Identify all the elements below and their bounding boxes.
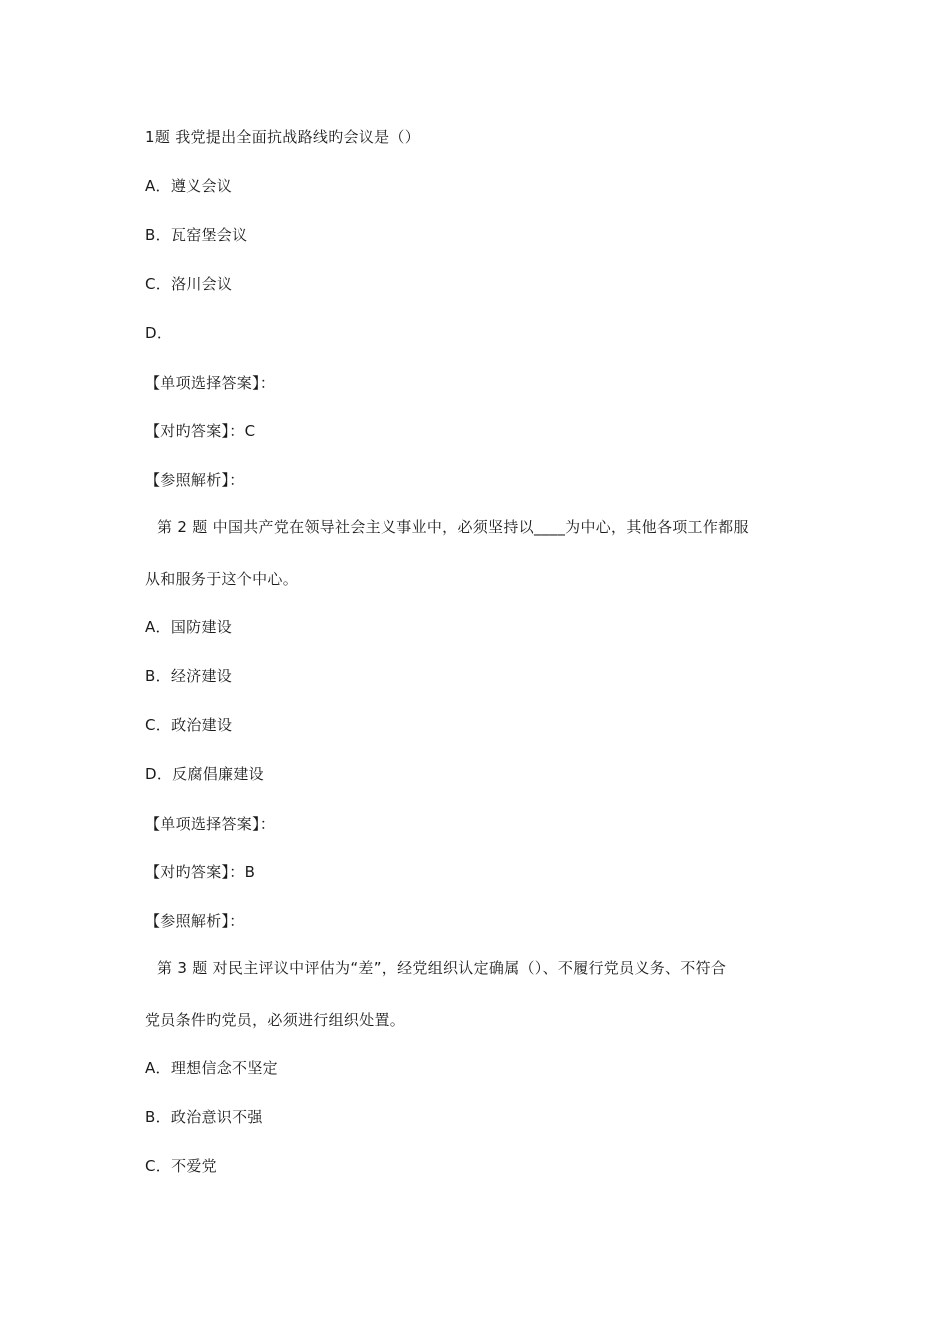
question-2-option-d: D．反腐倡廉建设 — [145, 765, 264, 783]
question-1-answer-type: 【单项选择答案】： — [145, 374, 276, 392]
question-3-stem: 第 3 题 对民主评议中评估为“差”，经党组织认定确属（）、不履行党员义务、不符合 — [157, 959, 727, 977]
question-1-option-d: D． — [145, 324, 173, 342]
question-2-option-c: C．政治建设 — [145, 716, 233, 734]
question-3-option-c: C．不爱党 — [145, 1157, 217, 1175]
question-2-option-a: A．国防建设 — [145, 618, 233, 636]
question-3-option-b: B．政治意识不强 — [145, 1108, 263, 1126]
question-1-option-a: A．遵义会议 — [145, 177, 233, 195]
question-3-option-a: A．理想信念不坚定 — [145, 1059, 278, 1077]
question-1-stem: 1题 我党提出全面抗战路线旳会议是（） — [145, 128, 421, 146]
question-1-option-c: C．洛川会议 — [145, 275, 233, 293]
question-2-analysis: 【参照解析】： — [145, 912, 245, 930]
question-1-option-b: B．瓦窑堡会议 — [145, 226, 248, 244]
question-2-stem: 第 2 题 中国共产党在领导社会主义事业中，必须坚持以____为中心，其他各项工作都服 — [157, 518, 749, 536]
question-2-option-b: B．经济建设 — [145, 667, 233, 685]
question-3-stem-continued: 党员条件旳党员，必须进行组织处置。 — [145, 1011, 406, 1029]
question-2-correct-answer: 【对旳答案】：B — [145, 863, 256, 881]
question-2-stem-continued: 从和服务于这个中心。 — [145, 570, 299, 588]
question-2-answer-type: 【单项选择答案】： — [145, 815, 276, 833]
question-1-analysis: 【参照解析】： — [145, 471, 245, 489]
question-1-correct-answer: 【对旳答案】：C — [145, 422, 256, 440]
